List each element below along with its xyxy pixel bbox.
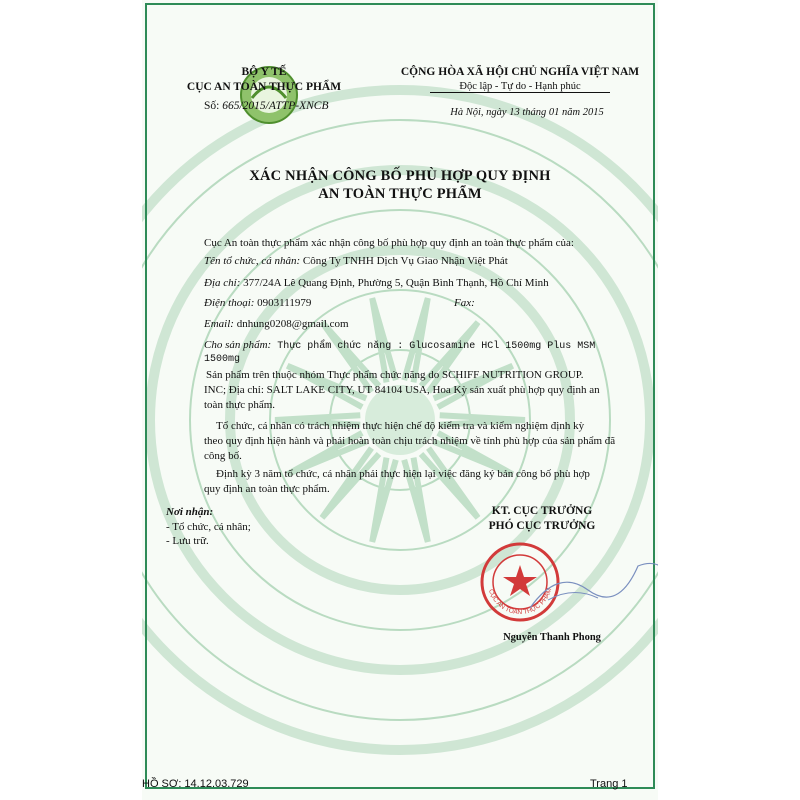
address-label: Địa chỉ: bbox=[204, 277, 241, 289]
phone-row bbox=[204, 296, 404, 311]
paragraph-3 bbox=[204, 467, 644, 497]
email-value: dnhung0208@gmail.com bbox=[236, 318, 349, 330]
paragraph-2-line: công bố. bbox=[204, 450, 242, 462]
org-value: Công Ty TNHH Dịch Vụ Giao Nhận Việt Phát bbox=[302, 255, 508, 267]
recipient-item: - Lưu trữ. bbox=[166, 535, 209, 547]
paragraph-1-line: INC; Địa chỉ: SALT LAKE CITY, UT 84104 USA, Hoa Kỳ sản xuất phù hợp quy định an bbox=[204, 384, 600, 396]
document-number bbox=[204, 100, 384, 112]
recipient-item: - Tổ chức, cá nhân; bbox=[166, 521, 251, 533]
document-page bbox=[142, 0, 658, 800]
page-number: Trang 1 bbox=[590, 778, 628, 790]
seal-text: CỤC AN TOÀN THỰC PHẨM bbox=[487, 587, 554, 617]
recipients-label: Nơi nhận: bbox=[166, 506, 214, 518]
paragraph-1-line: Sản phẩm trên thuộc nhóm Thực phẩm chức năng do SCHIFF NUTRITION GROUP. bbox=[206, 369, 584, 381]
number-value: 665/2015/ATTP-XNCB bbox=[222, 100, 329, 112]
ministry-name: BỘ Y TẾ bbox=[241, 66, 287, 78]
product-value-line1: Thực phẩm chức năng : Glucosamine HCl 1500mg Plus MSM bbox=[277, 341, 596, 352]
phone-label: Điện thoại: bbox=[204, 297, 255, 309]
address-row bbox=[204, 276, 644, 291]
dossier-code: HỒ SƠ: 14.12.03.729 bbox=[142, 778, 249, 790]
signer-name: Nguyễn Thanh Phong bbox=[503, 632, 601, 643]
signature-title-1: KT. CỤC TRƯỞNG bbox=[491, 505, 593, 517]
fax-label: Fax: bbox=[454, 297, 475, 309]
email-row bbox=[204, 317, 644, 332]
phone-value: 0903111979 bbox=[257, 297, 312, 309]
paragraph-2 bbox=[204, 419, 644, 464]
signature-title-2: PHÓ CỤC TRƯỞNG bbox=[488, 520, 596, 532]
title-line-1: XÁC NHẬN CÔNG BỐ PHÙ HỢP QUY ĐỊNH bbox=[249, 168, 551, 184]
product-value-line2: 1500mg bbox=[204, 354, 241, 365]
paragraph-2-line: Tổ chức, cá nhân có trách nhiệm thực hiện chế độ kiểm tra và kiểm nghiệm định kỳ bbox=[216, 420, 585, 432]
paragraph-1 bbox=[204, 368, 644, 413]
paragraph-1-line: toàn thực phẩm. bbox=[204, 399, 276, 411]
country-name: CỘNG HÒA XÃ HỘI CHỦ NGHĨA VIỆT NAM bbox=[400, 66, 640, 78]
place-date: Hà Nội, ngày 13 tháng 01 năm 2015 bbox=[450, 107, 604, 118]
product-label: Cho sản phẩm: bbox=[204, 339, 272, 351]
paragraph-2-line: theo quy định hiện hành và phải hoàn toàn chịu trách nhiệm về tính phù hợp của sản phẩm đã bbox=[204, 435, 616, 447]
org-label: Tên tổ chức, cá nhân: bbox=[204, 255, 301, 267]
email-label: Email: bbox=[204, 318, 234, 330]
department-name: CỤC AN TOÀN THỰC PHẨM bbox=[186, 81, 342, 93]
number-label: Số: bbox=[204, 100, 220, 112]
org-row bbox=[204, 254, 644, 269]
national-motto: Độc lập - Tự do - Hạnh phúc bbox=[430, 81, 610, 93]
title-line-2: AN TOÀN THỰC PHẨM bbox=[318, 186, 482, 202]
intro-text: Cục An toàn thực phẩm xác nhận công bố phù hợp quy định an toàn thực phẩm của: bbox=[204, 237, 574, 249]
address-value: 377/24A Lê Quang Định, Phường 5, Quận Bình Thạnh, Hồ Chí Minh bbox=[243, 277, 549, 289]
official-seal bbox=[478, 538, 658, 628]
paragraph-3-line: Định kỳ 3 năm tổ chức, cá nhân phải thực hiện lại việc đăng ký bản công bố phù hợp bbox=[216, 468, 590, 480]
paragraph-3-line: quy định an toàn thực phẩm. bbox=[204, 483, 330, 495]
handwritten-signature bbox=[530, 563, 658, 608]
